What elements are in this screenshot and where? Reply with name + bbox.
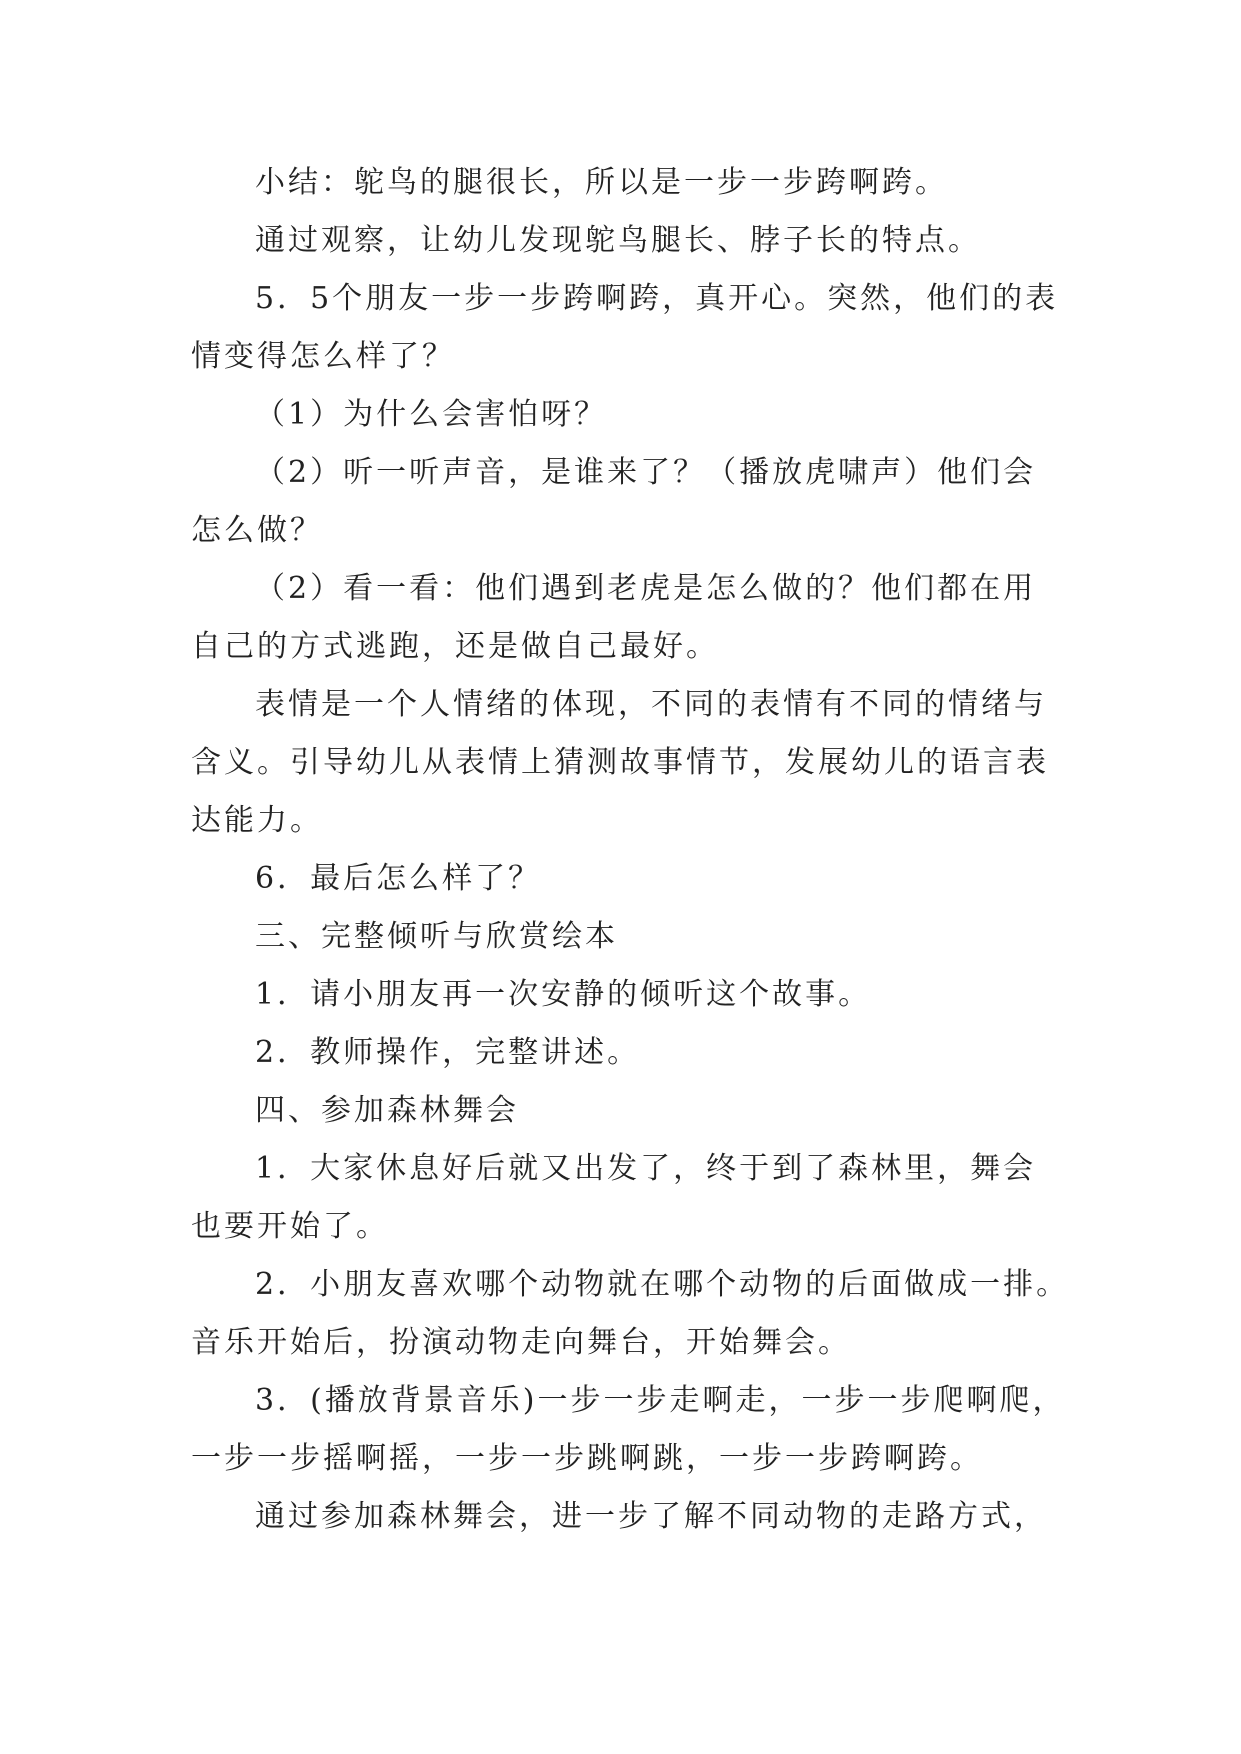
text-line: 通过参加森林舞会，进一步了解不同动物的走路方式， — [255, 1499, 1047, 1534]
text-line: 音乐开始后，扮演动物走向舞台，开始舞会。 — [191, 1325, 851, 1360]
text-line: 3．(播放背景音乐)一步一步走啊走，一步一步爬啊爬， — [255, 1383, 1066, 1418]
text-line: （2）看一看：他们遇到老虎是怎么做的？他们都在用 — [255, 571, 1037, 606]
text-line: 怎么做？ — [191, 513, 323, 548]
text-line: （2）听一听声音，是谁来了？（播放虎啸声）他们会 — [255, 455, 1037, 490]
text-line: 1．请小朋友再一次安静的倾听这个故事。 — [255, 977, 872, 1012]
text-line: 达能力。 — [191, 803, 323, 838]
text-line: 2．小朋友喜欢哪个动物就在哪个动物的后面做成一排。 — [255, 1267, 1070, 1302]
text-line: 1．大家休息好后就又出发了，终于到了森林里，舞会 — [255, 1151, 1037, 1186]
text-line: 5．5个朋友一步一步跨啊跨，真开心。突然，他们的表 — [255, 281, 1059, 316]
text-line: 2．教师操作，完整讲述。 — [255, 1035, 641, 1070]
text-line: 情变得怎么样了？ — [191, 339, 455, 374]
text-line: 也要开始了。 — [191, 1209, 389, 1244]
text-line: 自己的方式逃跑，还是做自己最好。 — [191, 629, 719, 664]
text-line: （1）为什么会害怕呀？ — [255, 397, 608, 432]
text-line: 小结：鸵鸟的腿很长，所以是一步一步跨啊跨。 — [255, 165, 948, 200]
text-line: 6．最后怎么样了？ — [255, 861, 542, 896]
text-line: 表情是一个人情绪的体现，不同的表情有不同的情绪与 — [255, 687, 1047, 722]
text-line: 一步一步摇啊摇，一步一步跳啊跳，一步一步跨啊跨。 — [191, 1441, 983, 1476]
text-line: 含义。引导幼儿从表情上猜测故事情节，发展幼儿的语言表 — [191, 745, 1049, 780]
section-heading: 三、完整倾听与欣赏绘本 — [255, 919, 618, 954]
text-line: 通过观察，让幼儿发现鸵鸟腿长、脖子长的特点。 — [255, 223, 981, 258]
section-heading: 四、参加森林舞会 — [255, 1093, 519, 1128]
